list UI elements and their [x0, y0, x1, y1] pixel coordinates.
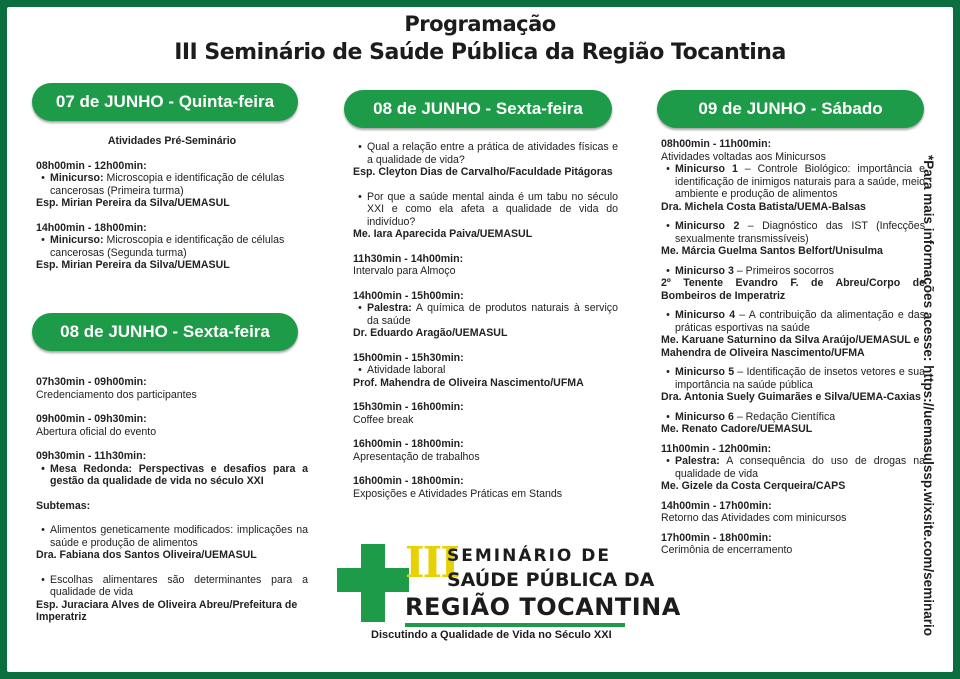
activity: Abertura oficial do evento	[36, 425, 157, 438]
activity: Exposições e Atividades Práticas em Stands	[353, 487, 563, 500]
time-slot: 17h00min - 18h00min:	[661, 531, 772, 544]
activity: Credenciamento dos participantes	[36, 388, 197, 401]
list-item: • Minicurso 6 – Redação Científica	[666, 410, 836, 423]
logo-tagline: Discutindo a Qualidade de Vida no Século XXI	[371, 629, 612, 641]
program-sheet	[7, 7, 953, 672]
list-item: • Minicurso 3 – Primeiros socorros	[666, 264, 834, 277]
day-label-08-junho-b: 08 de JUNHO - Sexta-feira	[344, 90, 612, 128]
logo-line-2: SAÚDE PÚBLICA DA	[447, 569, 655, 591]
activity: Coffee break	[353, 413, 414, 426]
logo-line-1: SEMINÁRIO DE	[447, 546, 611, 566]
speaker: Me. Iara Aparecida Paiva/UEMASUL	[353, 228, 533, 240]
time-slot: 16h00min - 18h00min:	[353, 438, 464, 450]
speaker: Esp. Cleyton Dias de Carvalho/Faculdade Pitágoras	[353, 166, 613, 178]
column-08-junho-b	[353, 141, 618, 500]
speaker: Me. Renato Cadore/UEMASUL	[661, 423, 813, 435]
list-item: • Palestra: A consequência do uso de drogas na qualidade de vida	[666, 455, 925, 480]
logo-line-3: REGIÃO TOCANTINA	[405, 593, 681, 621]
list-item: • Minicurso: Microscopia e identificação de células cancerosas (Primeira turma)	[41, 172, 285, 197]
activity: Apresentação de trabalhos	[353, 450, 480, 463]
list-item: • Escolhas alimentares são determinantes para a qualidade de vida	[41, 573, 308, 598]
time-slot: 14h00min - 18h00min:	[36, 221, 147, 234]
time-slot: 14h00min - 15h00min:	[353, 289, 464, 302]
speaker: Dra. Fabiana dos Santos Oliveira/UEMASUL	[36, 549, 257, 561]
time-slot: 11h30min - 14h00min:	[353, 252, 464, 265]
time-slot: 11h00min - 12h00min:	[661, 442, 772, 455]
speaker: Me. Karuane Saturnino da Silva Araújo/UEMASUL e Mahendra de Oliveira Nascimento/UFMA	[661, 334, 920, 359]
speaker: Dra. Michela Costa Batista/UEMA-Balsas	[661, 200, 866, 213]
activity: Retorno das Atividades com minicursos	[661, 512, 847, 524]
speaker: 2º Tenente Evandro F. de Abreu/Corpo de Bombeiros de Imperatriz	[661, 277, 925, 302]
list-item: • Mesa Redonda: Perspectivas e desafios para a gestão da qualidade de vida no século XXI	[41, 462, 308, 487]
speaker: Esp. Mirian Pereira da Silva/UEMASUL	[36, 259, 230, 271]
page-subtitle: III Seminário de Saúde Pública da Região Tocantina	[174, 40, 786, 65]
day-label-09-junho: 09 de JUNHO - Sábado	[657, 90, 924, 128]
speaker: Me. Gizele da Costa Cerqueira/CAPS	[661, 480, 846, 492]
speaker: Esp. Juraciara Alves de Oliveira Abreu/Prefeitura de Imperatriz	[36, 598, 298, 623]
column-07-junho	[36, 135, 308, 272]
speaker: Esp. Mirian Pereira da Silva/UEMASUL	[36, 197, 230, 209]
time-slot: 16h00min - 18h00min:	[353, 475, 464, 487]
speaker: Prof. Mahendra de Oliveira Nascimento/UFMA	[353, 376, 584, 389]
list-item: • Minicurso 5 – Identificação de insetos vetores e sua importância na saúde pública	[666, 366, 925, 391]
day-label-07-junho: 07 de JUNHO - Quinta-feira	[32, 83, 298, 121]
time-slot: 15h00min - 15h30min:	[353, 351, 464, 364]
time-slot: 08h00min - 12h00min:	[36, 159, 147, 172]
list-item: • Palestra: A química de produtos naturais à serviço da saúde	[358, 302, 618, 327]
column-09-junho	[661, 138, 925, 557]
list-item: • Minicurso 4 – A contribuição da alimentação e das práticas esportivas na saúde	[666, 309, 925, 334]
subtemas-heading: Subtemas:	[36, 499, 91, 512]
section-title: Atividades Pré-Seminário	[107, 135, 237, 147]
list-item: • Minicurso: Microscopia e identificação de células cancerosas (Segunda turma)	[41, 234, 285, 259]
speaker: Dr. Eduardo Aragão/UEMASUL	[353, 327, 508, 339]
list-item: • Qual a relação entre a prática de atividades físicas e a qualidade de vida?	[358, 141, 618, 166]
list-item: • Atividade laboral	[358, 364, 446, 376]
info-url: *Para mais informações acesse: https://uemasulssp.wixsite.com/seminario	[921, 155, 936, 636]
list-item: • Minicurso 2 – Diagnóstico das IST (Infecções sexualmente transmissíveis)	[666, 220, 925, 245]
logo-underline	[405, 623, 625, 627]
time-slot: 09h30min - 11h30min:	[36, 450, 147, 462]
column-08-junho-a	[36, 376, 308, 624]
list-item: • Por que a saúde mental ainda é um tabu no século XXI e como ela afeta a qualidade de vida do indivíduo?	[358, 190, 618, 228]
time-slot: 08h00min - 11h00min:	[661, 138, 772, 150]
logo-roman-numeral: III	[405, 538, 458, 587]
list-item: • Minicurso 1 – Controle Biológico: importância e identificação de inimigos naturais para a saúde, meio ambiente e produção de alimentos	[666, 163, 926, 200]
day-label-08-junho-a: 08 de JUNHO - Sexta-feira	[32, 313, 298, 351]
time-slot: 15h30min - 16h00min:	[353, 401, 464, 413]
activity: Cerimônia de encerramento	[661, 544, 793, 556]
time-slot: 07h30min - 09h00min:	[36, 376, 147, 388]
side-info-text	[917, 155, 941, 645]
time-slot: 09h00min - 09h30min:	[36, 413, 147, 425]
activity: Intervalo para Almoço	[353, 265, 456, 277]
speaker: Me. Márcia Guelma Santos Belfort/Unisulma	[661, 245, 883, 257]
speaker: Dra. Antonia Suely Guimarães e Silva/UEMA-Caxias	[661, 391, 921, 403]
page-title: Programação	[404, 12, 556, 36]
seminar-logo	[337, 537, 681, 647]
activity: Atividades voltadas aos Minicursos	[661, 150, 826, 163]
list-item: • Alimentos geneticamente modificados: implicações na saúde e produção de alimentos	[41, 524, 308, 549]
time-slot: 14h00min - 17h00min:	[661, 499, 772, 512]
